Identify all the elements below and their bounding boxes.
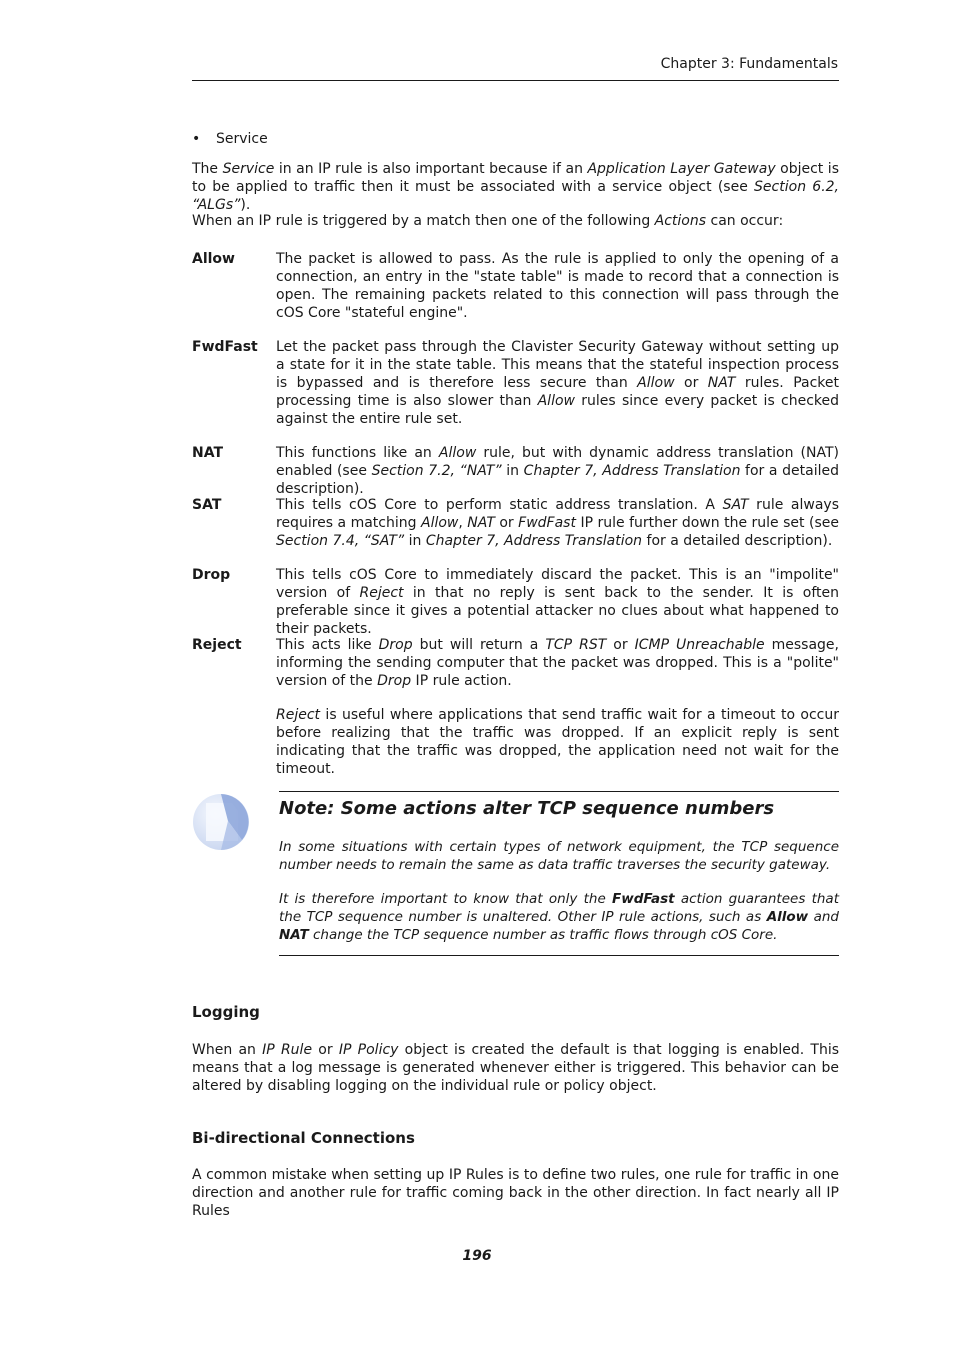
- cross-reference: Section 7.2, “NAT”: [371, 463, 502, 479]
- text: is useful where applications that send traffic wait for a timeout to occur before realizing that the traffic was dropped. If an explicit reply is sent indicating that the traffic was dropped, the application need not wait for the timeout.: [276, 707, 839, 777]
- text: in: [501, 463, 524, 479]
- definition-reject: [276, 636, 839, 690]
- text: This tells cOS Core to perform static address translation. A: [276, 497, 723, 513]
- emphasis: Allow: [421, 515, 459, 531]
- text: for a detailed description).: [642, 533, 833, 549]
- emphasis: IP Rule: [262, 1042, 313, 1058]
- emphasis: Application Layer Gateway: [587, 161, 776, 177]
- note-paragraph-2: [279, 890, 839, 944]
- note-bottom-divider: [279, 955, 839, 956]
- bullet-item-service: [192, 130, 268, 148]
- emphasis: Drop: [377, 673, 412, 689]
- emphasis: Drop: [378, 637, 413, 653]
- emphasis: FwdFast: [518, 515, 576, 531]
- text: or: [494, 515, 519, 531]
- emphasis: Actions: [654, 213, 707, 229]
- strong: Allow: [766, 909, 809, 925]
- term-fwdfast: FwdFast: [192, 339, 258, 355]
- text: or: [606, 637, 635, 653]
- paragraph-logging: [192, 1041, 839, 1095]
- text: This functions like an: [276, 445, 439, 461]
- text: object is created the default is that logging is enabled. This means that a log message is generated whenever either is triggered. This behavior can be altered by disabling logging on the individual rule or policy object.: [192, 1042, 839, 1094]
- note-top-divider: [279, 791, 839, 792]
- emphasis: TCP RST: [545, 637, 607, 653]
- text: for a detailed description).: [276, 463, 839, 497]
- text: in an IP rule is also important because if an: [274, 161, 588, 177]
- note-icon: [192, 793, 250, 851]
- emphasis: Service: [222, 161, 275, 177]
- bullet-text: Service: [216, 131, 268, 147]
- text: but will return a: [412, 637, 546, 653]
- text: IP rule further down the rule set (see: [575, 515, 839, 531]
- text: in: [404, 533, 426, 549]
- text: ).: [240, 197, 251, 213]
- text: When an: [192, 1042, 263, 1058]
- text: ,: [458, 515, 468, 531]
- text: in that no reply is sent back to the sender. It is often preferable since it gives a potential attacker no clues about what happened to their packets.: [276, 585, 839, 637]
- text: message, informing the sending computer that the packet was dropped. This is a "polite" version of the: [276, 637, 839, 689]
- text: rule, but with dynamic address translation (NAT) enabled (see: [276, 445, 839, 479]
- header-divider: [192, 80, 839, 81]
- paragraph-service: [192, 160, 839, 214]
- text: It is therefore important to know that only the: [279, 891, 612, 907]
- bullet-icon: •: [192, 131, 201, 147]
- text: object is to be applied to traffic then it must be associated with a service object (see: [192, 161, 839, 195]
- emphasis: Reject: [276, 707, 321, 723]
- text: The: [192, 161, 223, 177]
- term-drop: Drop: [192, 567, 231, 583]
- text: or: [674, 375, 708, 391]
- text: or: [312, 1042, 339, 1058]
- emphasis: NAT: [707, 375, 736, 391]
- note-title: Note: Some actions alter TCP sequence numbers: [279, 798, 775, 819]
- paragraph-actions-intro: [192, 212, 839, 230]
- emphasis: IP Policy: [338, 1042, 399, 1058]
- note-paragraph-1: In some situations with certain types of network equipment, the TCP sequence number needs to remain the same as data traffic traverses the security gateway.: [279, 839, 839, 873]
- text: can occur:: [706, 213, 784, 229]
- paragraph-bidirectional: A common mistake when setting up IP Rules is to define two rules, one rule for traffic in one direction and another rule for traffic coming back in the other direction. In fact nearly all IP Rules: [192, 1167, 839, 1219]
- definition-reject-detail: [276, 706, 839, 778]
- page-number: 196: [462, 1248, 492, 1264]
- cross-reference: Section 6.2, “ALGs”: [192, 179, 839, 213]
- section-heading-bidirectional: Bi-directional Connections: [192, 1129, 415, 1147]
- text: change the TCP sequence number as traffic flows through cOS Core.: [308, 927, 778, 943]
- definition-nat: [276, 444, 839, 498]
- text: rules since every packet is checked against the entire rule set.: [276, 393, 839, 427]
- text: rules. Packet processing time is also slower than: [276, 375, 839, 409]
- text: action guarantees that the TCP sequence number is unaltered. Other IP rule actions, such as: [279, 891, 839, 925]
- definition-allow: The packet is allowed to pass. As the rule is applied to only the opening of a connection, an entry in the "state table" is made to record that a connection is open. The remaining packets related to this connection will pass through the cOS Core "stateful engine".: [276, 251, 839, 321]
- text: rule always requires a matching: [276, 497, 840, 531]
- text: This tells cOS Core to immediately discard the packet. This is an "impolite" version of: [276, 567, 839, 601]
- emphasis: NAT: [467, 515, 495, 531]
- term-nat: NAT: [192, 445, 224, 461]
- definition-fwdfast: [276, 338, 839, 428]
- emphasis: SAT: [722, 497, 749, 513]
- term-reject: Reject: [192, 637, 242, 653]
- emphasis: Allow: [537, 393, 575, 409]
- section-heading-logging: Logging: [192, 1003, 260, 1021]
- text: This acts like: [276, 637, 379, 653]
- definition-drop: [276, 566, 839, 638]
- text: When an IP rule is triggered by a match then one of the following: [192, 213, 655, 229]
- strong: NAT: [279, 927, 309, 943]
- emphasis: Reject: [359, 585, 404, 601]
- emphasis: Allow: [438, 445, 477, 461]
- cross-reference: Chapter 7, Address Translation: [523, 463, 741, 479]
- cross-reference: Section 7.4, “SAT”: [276, 533, 405, 549]
- term-sat: SAT: [192, 497, 222, 513]
- text: Let the packet pass through the Clavister Security Gateway without setting up a state for it in the state table. This means that the stateful inspection process is bypassed and is therefore less secure than: [276, 339, 839, 391]
- running-header: Chapter 3: Fundamentals: [660, 56, 838, 72]
- cross-reference: Chapter 7, Address Translation: [425, 533, 643, 549]
- text: and: [808, 909, 839, 925]
- definition-sat: [276, 496, 839, 550]
- strong: FwdFast: [612, 891, 675, 907]
- emphasis: Allow: [637, 375, 675, 391]
- text: IP rule action.: [411, 673, 512, 689]
- emphasis: ICMP Unreachable: [634, 637, 765, 653]
- term-allow: Allow: [192, 251, 235, 267]
